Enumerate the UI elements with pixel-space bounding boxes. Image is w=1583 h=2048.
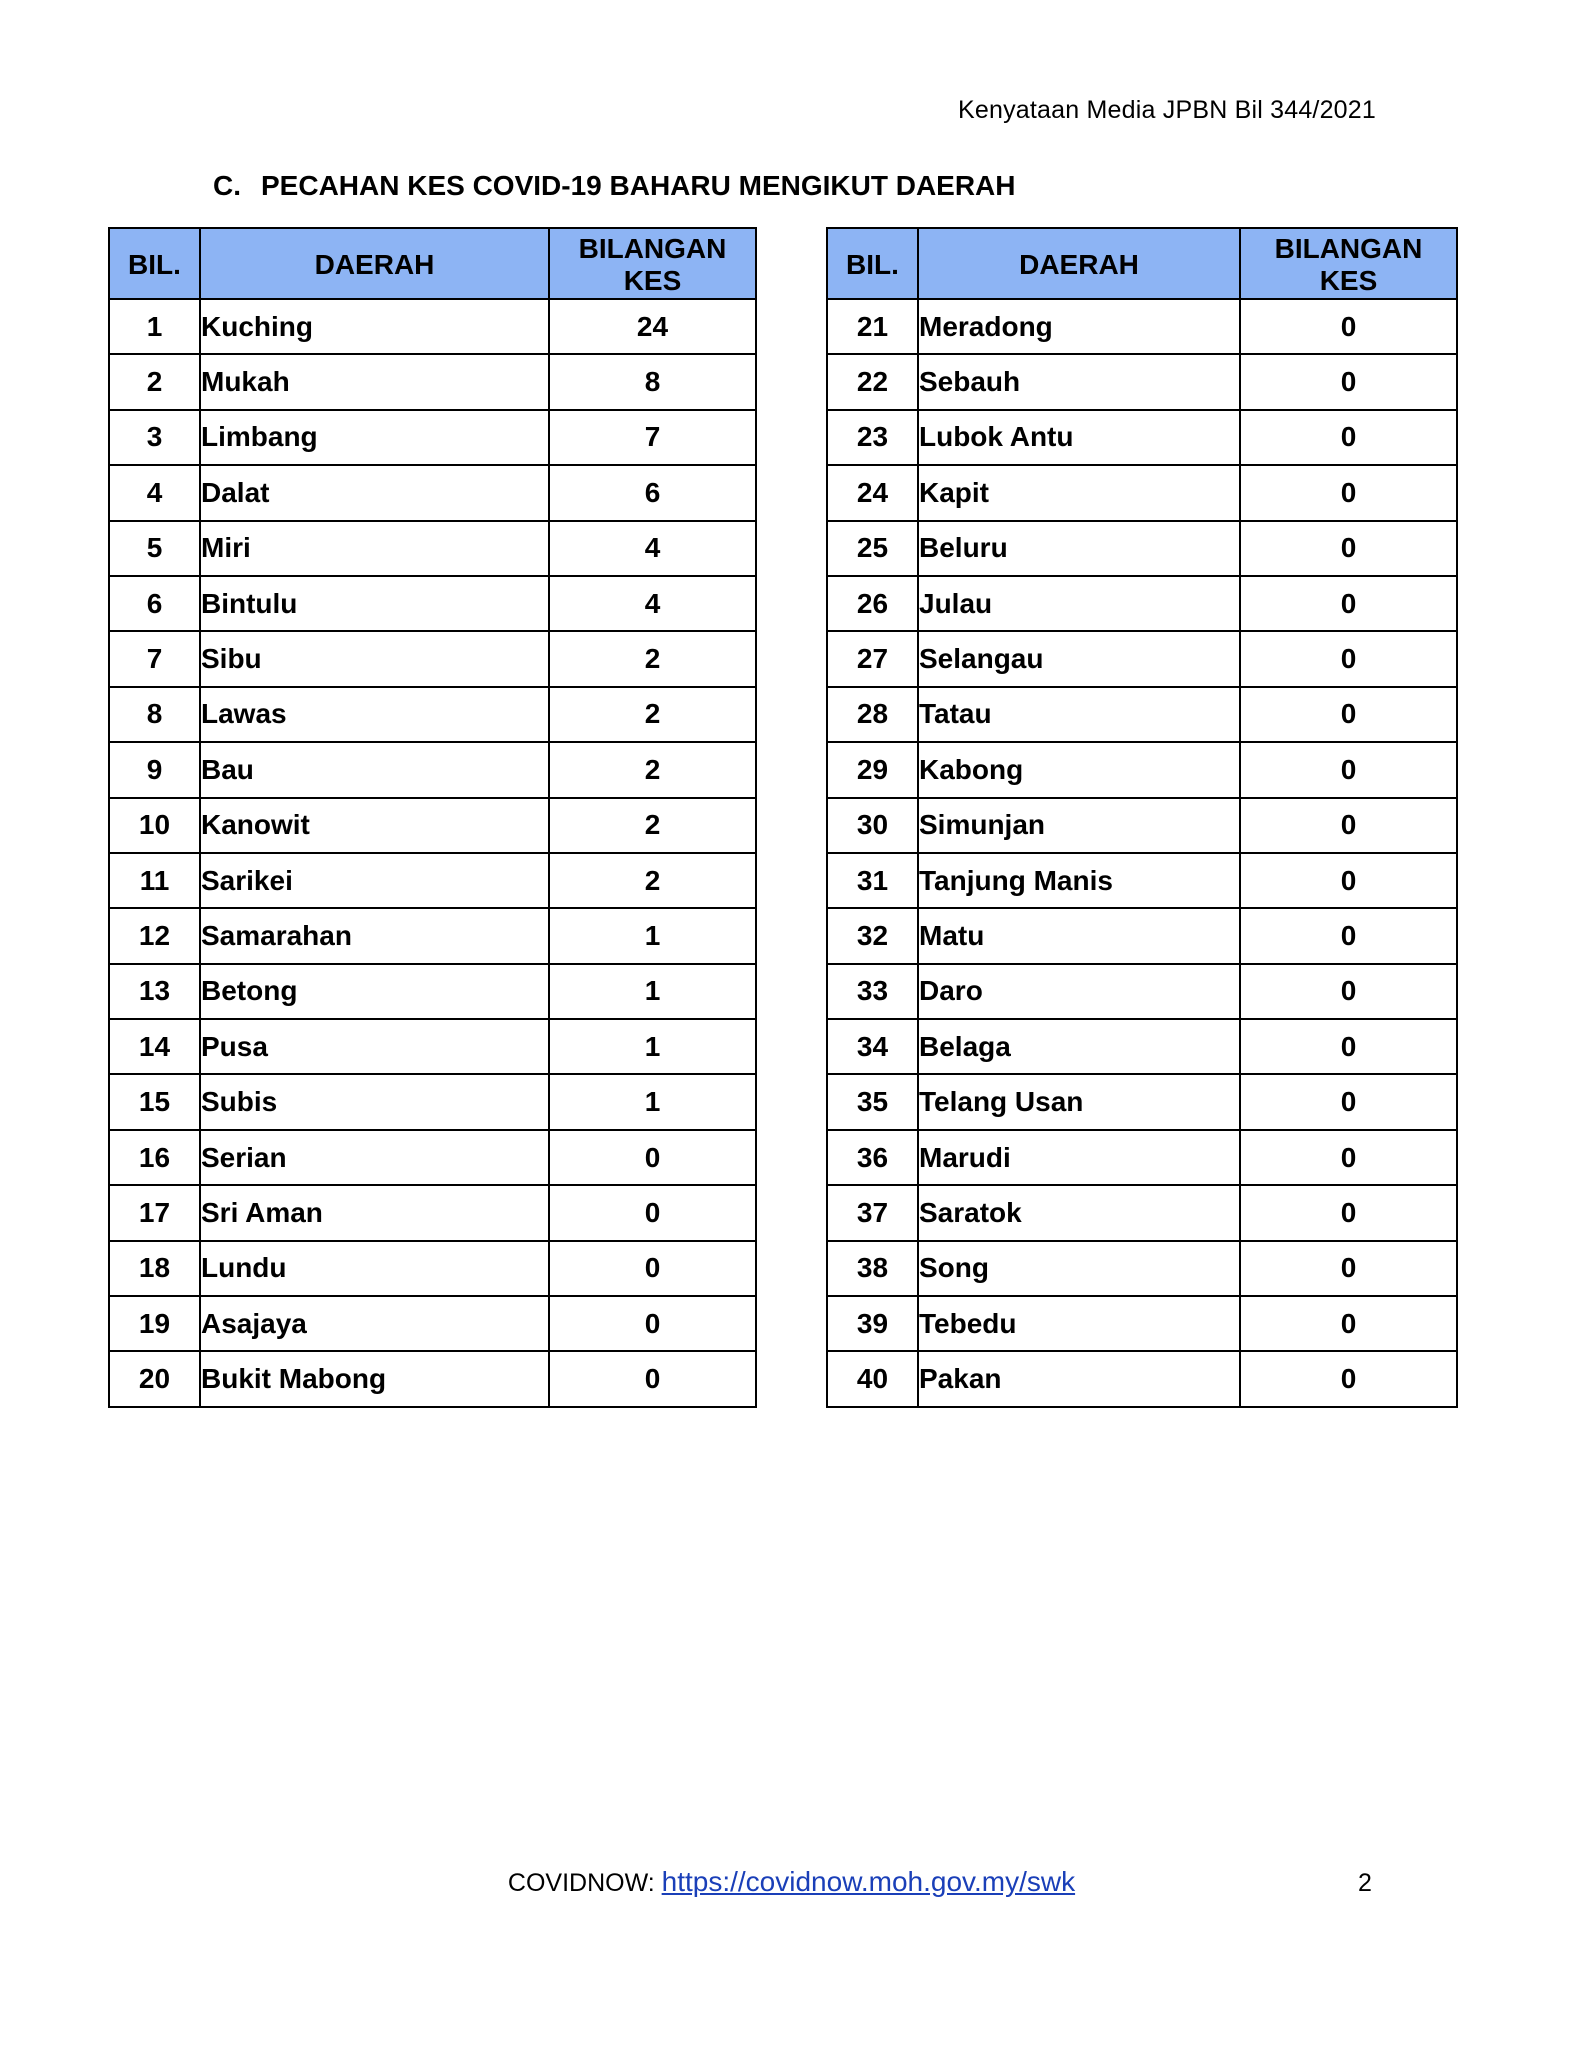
case-count: 2 — [549, 853, 756, 908]
case-count: 0 — [1240, 1351, 1457, 1406]
table-row — [827, 1074, 1457, 1129]
case-count: 0 — [549, 1185, 756, 1240]
table-row — [827, 1351, 1457, 1406]
district-name: Kuching — [200, 299, 549, 354]
row-number: 22 — [827, 354, 918, 409]
case-count: 7 — [549, 410, 756, 465]
district-name: Kanowit — [200, 798, 549, 853]
district-name: Lubok Antu — [918, 410, 1240, 465]
table-row — [827, 964, 1457, 1019]
page-number: 2 — [1358, 1869, 1372, 1897]
row-number: 36 — [827, 1130, 918, 1185]
column-header-kes-line2: KES — [623, 264, 682, 296]
case-count: 0 — [1240, 687, 1457, 742]
district-name: Sri Aman — [200, 1185, 549, 1240]
column-header-bilangan-kes — [1240, 228, 1457, 299]
case-count: 0 — [1240, 1074, 1457, 1129]
table-row — [109, 1351, 756, 1406]
row-number: 21 — [827, 299, 918, 354]
case-count: 2 — [549, 742, 756, 797]
case-count: 0 — [549, 1296, 756, 1351]
table-row — [109, 687, 756, 742]
district-name: Asajaya — [200, 1296, 549, 1351]
case-count: 0 — [1240, 576, 1457, 631]
district-name: Beluru — [918, 521, 1240, 576]
table-row — [827, 908, 1457, 963]
row-number: 9 — [109, 742, 200, 797]
case-count: 2 — [549, 631, 756, 686]
table-row — [109, 798, 756, 853]
row-number: 24 — [827, 465, 918, 520]
district-name: Limbang — [200, 410, 549, 465]
footer — [0, 1866, 1583, 1898]
case-count: 0 — [1240, 1130, 1457, 1185]
row-number: 35 — [827, 1074, 918, 1129]
row-number: 8 — [109, 687, 200, 742]
district-name: Tanjung Manis — [918, 853, 1240, 908]
table-row — [109, 1185, 756, 1240]
row-number: 4 — [109, 465, 200, 520]
row-number: 18 — [109, 1241, 200, 1296]
district-name: Song — [918, 1241, 1240, 1296]
column-header-bil: BIL. — [827, 228, 918, 299]
row-number: 10 — [109, 798, 200, 853]
district-name: Pusa — [200, 1019, 549, 1074]
district-name: Sarikei — [200, 853, 549, 908]
row-number: 6 — [109, 576, 200, 631]
footer-label: COVIDNOW: — [507, 1869, 662, 1897]
table-row — [109, 354, 756, 409]
row-number: 25 — [827, 521, 918, 576]
section-title — [213, 170, 1016, 202]
column-header-bil: BIL. — [109, 228, 200, 299]
row-number: 17 — [109, 1185, 200, 1240]
district-table-right — [826, 227, 1458, 1408]
row-number: 32 — [827, 908, 918, 963]
case-count: 0 — [1240, 742, 1457, 797]
row-number: 39 — [827, 1296, 918, 1351]
row-number: 12 — [109, 908, 200, 963]
table-row — [109, 853, 756, 908]
row-number: 26 — [827, 576, 918, 631]
table-row — [109, 299, 756, 354]
case-count: 4 — [549, 576, 756, 631]
district-name: Lundu — [200, 1241, 549, 1296]
row-number: 29 — [827, 742, 918, 797]
table-row — [827, 687, 1457, 742]
document-reference: Kenyataan Media JPBN Bil 344/2021 — [958, 96, 1376, 124]
district-name: Mukah — [200, 354, 549, 409]
row-number: 37 — [827, 1185, 918, 1240]
table-row — [827, 1130, 1457, 1185]
table-row — [827, 853, 1457, 908]
case-count: 0 — [549, 1351, 756, 1406]
case-count: 0 — [1240, 410, 1457, 465]
table-row — [827, 465, 1457, 520]
table-row — [109, 576, 756, 631]
table-row — [109, 742, 756, 797]
case-count: 0 — [549, 1130, 756, 1185]
column-header-daerah: DAERAH — [918, 228, 1240, 299]
row-number: 16 — [109, 1130, 200, 1185]
district-name: Tatau — [918, 687, 1240, 742]
section-title-text: PECAHAN KES COVID-19 BAHARU MENGIKUT DAERAH — [261, 170, 1016, 201]
district-name: Subis — [200, 1074, 549, 1129]
row-number: 40 — [827, 1351, 918, 1406]
district-name: Telang Usan — [918, 1074, 1240, 1129]
row-number: 14 — [109, 1019, 200, 1074]
case-count: 1 — [549, 908, 756, 963]
case-count: 0 — [549, 1241, 756, 1296]
district-name: Dalat — [200, 465, 549, 520]
table-row — [827, 354, 1457, 409]
table-row — [827, 742, 1457, 797]
case-count: 0 — [1240, 465, 1457, 520]
case-count: 0 — [1240, 521, 1457, 576]
case-count: 0 — [1240, 1019, 1457, 1074]
district-name: Matu — [918, 908, 1240, 963]
table-row — [109, 908, 756, 963]
row-number: 11 — [109, 853, 200, 908]
table-row — [827, 1185, 1457, 1240]
table-row — [827, 631, 1457, 686]
case-count: 0 — [1240, 354, 1457, 409]
case-count: 0 — [1240, 1296, 1457, 1351]
case-count: 0 — [1240, 908, 1457, 963]
row-number: 5 — [109, 521, 200, 576]
case-count: 8 — [549, 354, 756, 409]
case-count: 6 — [549, 465, 756, 520]
case-count: 24 — [549, 299, 756, 354]
district-name: Bau — [200, 742, 549, 797]
case-count: 1 — [549, 1074, 756, 1129]
district-name: Sebauh — [918, 354, 1240, 409]
district-name: Kabong — [918, 742, 1240, 797]
row-number: 3 — [109, 410, 200, 465]
case-count: 0 — [1240, 853, 1457, 908]
table-row — [827, 410, 1457, 465]
case-count: 2 — [549, 687, 756, 742]
table-row — [827, 299, 1457, 354]
table-row — [827, 521, 1457, 576]
table-row — [109, 410, 756, 465]
row-number: 1 — [109, 299, 200, 354]
table-row — [827, 798, 1457, 853]
case-count: 2 — [549, 798, 756, 853]
column-header-bilangan-kes — [549, 228, 756, 299]
row-number: 15 — [109, 1074, 200, 1129]
table-row — [109, 631, 756, 686]
district-name: Bukit Mabong — [200, 1351, 549, 1406]
row-number: 31 — [827, 853, 918, 908]
table-row — [109, 1074, 756, 1129]
district-name: Saratok — [918, 1185, 1240, 1240]
case-count: 0 — [1240, 1185, 1457, 1240]
case-count: 0 — [1240, 631, 1457, 686]
column-header-kes-line2: KES — [1319, 264, 1378, 296]
column-header-kes-line1: BILANGAN — [1274, 232, 1423, 264]
district-name: Belaga — [918, 1019, 1240, 1074]
row-number: 38 — [827, 1241, 918, 1296]
district-name: Simunjan — [918, 798, 1240, 853]
case-count: 1 — [549, 1019, 756, 1074]
district-name: Betong — [200, 964, 549, 1019]
district-name: Samarahan — [200, 908, 549, 963]
district-name: Kapit — [918, 465, 1240, 520]
table-row — [109, 964, 756, 1019]
district-name: Sibu — [200, 631, 549, 686]
row-number: 7 — [109, 631, 200, 686]
district-name: Pakan — [918, 1351, 1240, 1406]
table-row — [109, 465, 756, 520]
table-header-row — [827, 228, 1457, 299]
table-row — [109, 1241, 756, 1296]
row-number: 27 — [827, 631, 918, 686]
table-header-row — [109, 228, 756, 299]
row-number: 30 — [827, 798, 918, 853]
row-number: 19 — [109, 1296, 200, 1351]
district-name: Serian — [200, 1130, 549, 1185]
case-count: 0 — [1240, 299, 1457, 354]
row-number: 34 — [827, 1019, 918, 1074]
district-name: Lawas — [200, 687, 549, 742]
table-row — [827, 1241, 1457, 1296]
column-header-daerah: DAERAH — [200, 228, 549, 299]
column-header-kes-line1: BILANGAN — [578, 232, 727, 264]
table-row — [827, 1296, 1457, 1351]
table-row — [109, 521, 756, 576]
row-number: 20 — [109, 1351, 200, 1406]
district-name: Miri — [200, 521, 549, 576]
row-number: 13 — [109, 964, 200, 1019]
row-number: 23 — [827, 410, 918, 465]
row-number: 2 — [109, 354, 200, 409]
district-name: Meradong — [918, 299, 1240, 354]
district-name: Marudi — [918, 1130, 1240, 1185]
case-count: 1 — [549, 964, 756, 1019]
district-name: Selangau — [918, 631, 1240, 686]
case-count: 0 — [1240, 798, 1457, 853]
case-count: 4 — [549, 521, 756, 576]
table-row — [109, 1019, 756, 1074]
table-row — [827, 1019, 1457, 1074]
table-row — [109, 1130, 756, 1185]
district-name: Tebedu — [918, 1296, 1240, 1351]
covidnow-link[interactable]: https://covidnow.moh.gov.my/swk — [661, 1866, 1076, 1897]
table-row — [827, 576, 1457, 631]
district-name: Daro — [918, 964, 1240, 1019]
section-letter: C. — [213, 170, 241, 201]
case-count: 0 — [1240, 1241, 1457, 1296]
table-row — [109, 1296, 756, 1351]
district-table-left — [108, 227, 757, 1408]
case-count: 0 — [1240, 964, 1457, 1019]
district-name: Julau — [918, 576, 1240, 631]
row-number: 33 — [827, 964, 918, 1019]
district-name: Bintulu — [200, 576, 549, 631]
row-number: 28 — [827, 687, 918, 742]
